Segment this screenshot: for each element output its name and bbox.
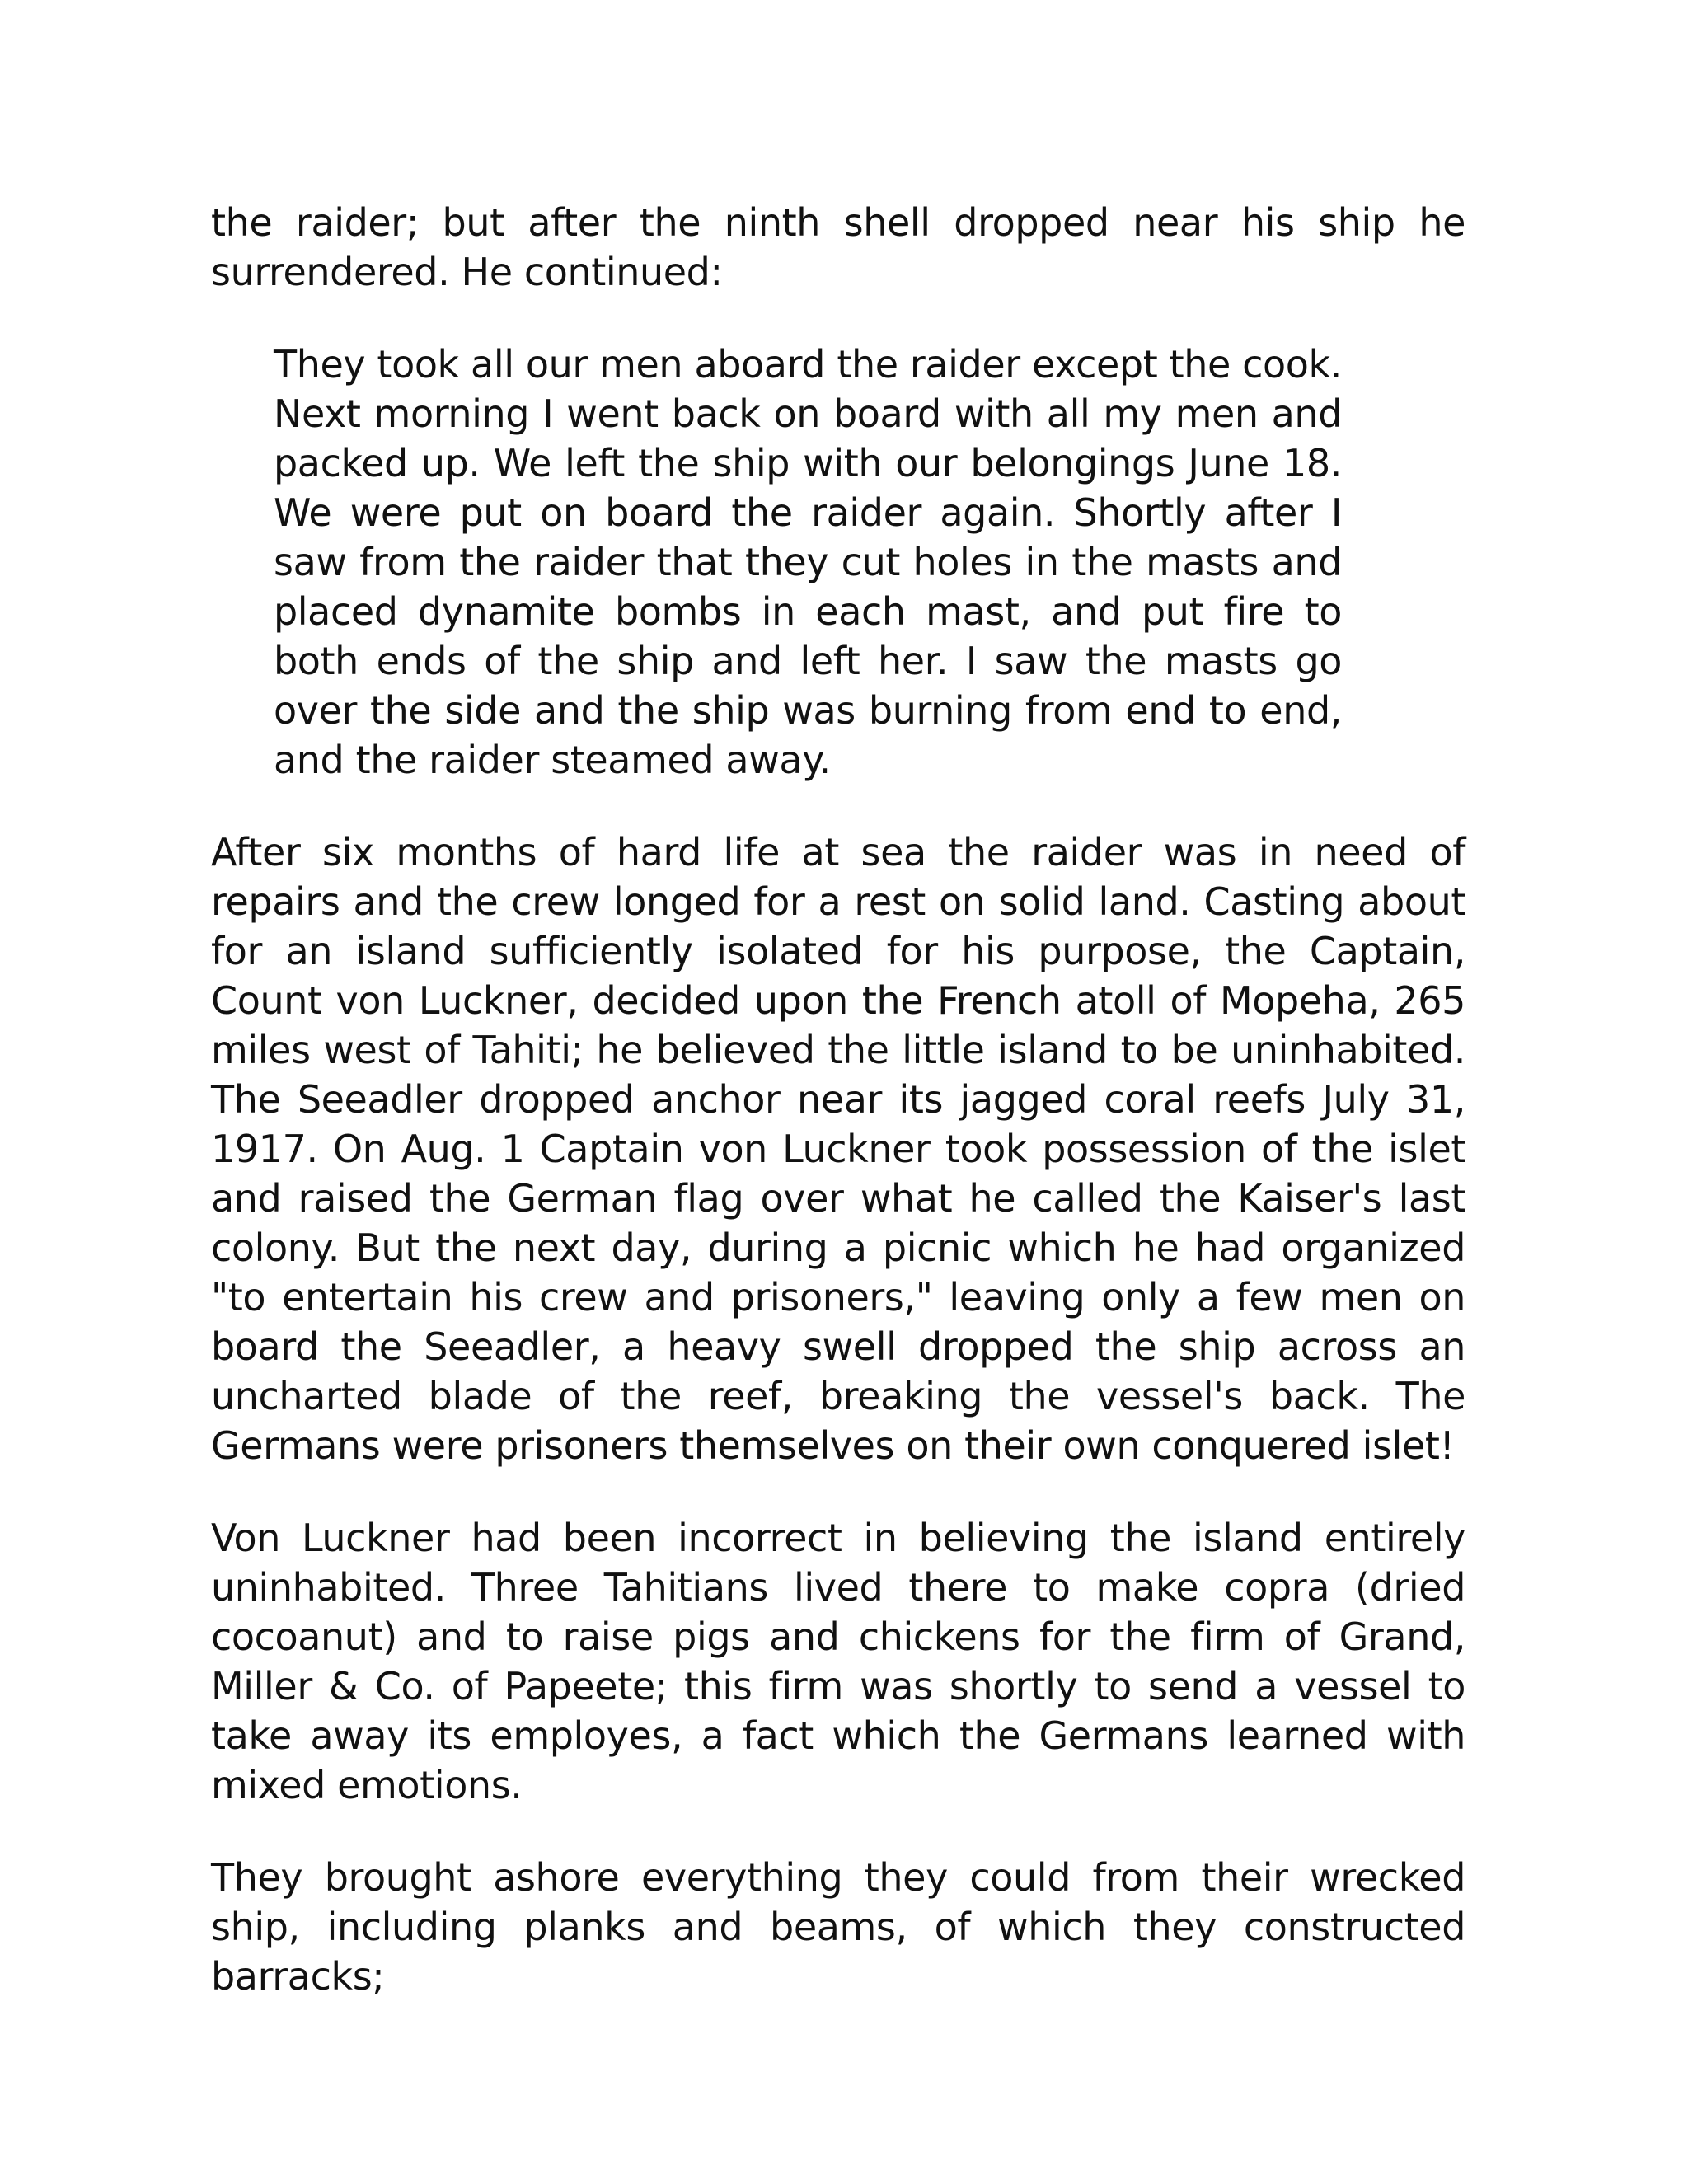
paragraph-2: After six months of hard life at sea the raider was in need of repairs and the crew longed for a rest on solid land. Casting about for an island sufficiently isolated for his purpose, the Captain, Count von Luckner, decided upon the French atoll of Mopeha, 265 miles west of Tahiti; he believed the little island to be uninhabited. The Seeadler dropped anchor near its jagged coral reefs July 31, 1917. On Aug. 1 Captain von Luckner took possession of the islet and raised the German flag over what he called the Kaiser's last colony. But the next day, during a picnic which he had organized "to entertain his crew and prisoners," leaving only a few men on board the Seeadler, a heavy swell dropped the ship across an uncharted blade of the reef, breaking the vessel's back. The Germans were prisoners themselves on their own conquered islet! bbox=[211, 830, 1465, 1468]
body-text bbox=[211, 198, 1465, 2044]
block-quote: They took all our men aboard the raider except the cook. Next morning I went back on board with all my men and packed up. We left the ship with our belongings June 18. We were put on board the raider again. Shortly after I saw from the raider that they cut holes in the masts and placed dynamite bombs in each mast, and put fire to both ends of the ship and left her. I saw the masts go over the side and the ship was burning from end to end, and the raider steamed away. bbox=[274, 342, 1342, 782]
paragraph-3: Von Luckner had been incorrect in believing the island entirely uninhabited. Three Tahitians lived there to make copra (dried cocoanut) and to raise pigs and chickens for the firm of Grand, Miller & Co. of Papeete; this firm was shortly to send a vessel to take away its employes, a fact which the Germans learned with mixed emotions. bbox=[211, 1516, 1465, 1807]
paragraph-4: They brought ashore everything they could from their wrecked ship, including planks and beams, of which they constructed barracks; bbox=[211, 1855, 1465, 1999]
paragraph-1: the raider; but after the ninth shell dropped near his ship he surrendered. He continued: bbox=[211, 200, 1465, 294]
